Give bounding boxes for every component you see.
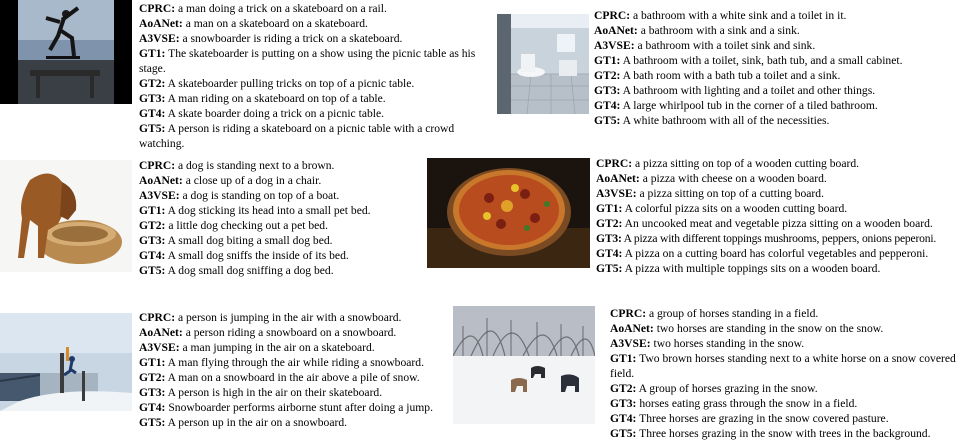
caption-cprc: CPRC: a bathroom with a white sink and a toilet in it. [594, 9, 847, 22]
caption-block-horses [610, 306, 978, 441]
caption-block-dog [139, 158, 429, 278]
caption-gt2: GT2: A man on a snowboard in the air above a pile of snow. [139, 371, 420, 384]
caption-block-bathroom [594, 8, 974, 128]
caption-gt2: GT2: A skateboarder pulling tricks on top of a picnic table. [139, 77, 415, 90]
caption-gt3: GT3: A person is high in the air on their skateboard. [139, 386, 383, 399]
caption-gt3: GT3: A pizza with different toppings mushrooms, peppers, onions peperoni. [596, 232, 937, 245]
caption-gt5: GT5: Three horses grazing in the snow with trees in the background. [610, 427, 931, 440]
caption-gt4: GT4: Three horses are grazing in the snow covered pasture. [610, 412, 889, 425]
caption-gt2: GT2: A bath room with a bath tub a toilet and a sink. [594, 69, 841, 82]
caption-a3vse: A3VSE: two horses standing in the snow. [610, 337, 805, 350]
caption-block-pizza [596, 156, 976, 276]
caption-cprc: CPRC: a person is jumping in the air with a snowboard. [139, 311, 402, 324]
example-image-horses [453, 306, 595, 424]
caption-gt1: GT1: Two brown horses standing next to a white horse on a snow covered field. [610, 352, 956, 380]
caption-gt1: GT1: A dog sticking its head into a small pet bed. [139, 204, 371, 217]
caption-gt5: GT5: A person up in the air on a snowboard. [139, 416, 348, 429]
example-image-bathroom [497, 14, 589, 114]
caption-gt3: GT3: A small dog biting a small dog bed. [139, 234, 333, 247]
example-image-pizza [427, 158, 590, 268]
caption-gt1: GT1: A colorful pizza sits on a wooden cutting board. [596, 202, 848, 215]
caption-cprc: CPRC: a group of horses standing in a field. [610, 307, 819, 320]
caption-gt1: GT1: A bathroom with a toilet, sink, bath tub, and a small cabinet. [594, 54, 903, 67]
example-image-skateboarder [0, 0, 132, 104]
caption-gt4: GT4: A large whirlpool tub in the corner of a tiled bathroom. [594, 99, 878, 112]
caption-block-snowboarder [139, 310, 469, 430]
caption-gt3: GT3: horses eating grass through the snow in a field. [610, 397, 858, 410]
caption-cprc: CPRC: a man doing a trick on a skateboard on a rail. [139, 2, 387, 15]
caption-gt3: GT3: A bathroom with lighting and a toilet and other things. [594, 84, 876, 97]
caption-aoanet: AoANet: a bathroom with a sink and a sink. [594, 24, 800, 37]
caption-gt4: GT4: A skate boarder doing a trick on a picnic table. [139, 107, 385, 120]
caption-gt5: GT5: A pizza with multiple toppings sits on a wooden board. [596, 262, 881, 275]
caption-a3vse: A3VSE: a dog is standing on top of a boat. [139, 189, 340, 202]
caption-aoanet: AoANet: two horses are standing in the snow on the snow. [610, 322, 884, 335]
example-image-snowboarder [0, 313, 132, 411]
caption-a3vse: A3VSE: a man jumping in the air on a skateboard. [139, 341, 375, 354]
caption-cprc: CPRC: a pizza sitting on top of a wooden cutting board. [596, 157, 860, 170]
caption-block-skateboarder [139, 1, 501, 151]
caption-a3vse: A3VSE: a bathroom with a toilet sink and sink. [594, 39, 816, 52]
caption-a3vse: A3VSE: a pizza sitting on top of a cutting board. [596, 187, 824, 200]
caption-gt2: GT2: A group of horses grazing in the snow. [610, 382, 818, 395]
caption-gt1: GT1: A man flying through the air while riding a snowboard. [139, 356, 424, 369]
caption-a3vse: A3VSE: a snowboarder is riding a trick on a skateboard. [139, 32, 403, 45]
caption-aoanet: AoANet: a man on a skateboard on a skateboard. [139, 17, 368, 30]
caption-cprc: CPRC: a dog is standing next to a brown. [139, 159, 335, 172]
caption-aoanet: AoANet: a pizza with cheese on a wooden board. [596, 172, 827, 185]
caption-gt5: GT5: A white bathroom with all of the necessities. [594, 114, 830, 127]
caption-aoanet: AoANet: a close up of a dog in a chair. [139, 174, 322, 187]
example-image-dog [0, 160, 132, 272]
caption-gt4: GT4: A pizza on a cutting board has colorful vegetables and pepperoni. [596, 247, 929, 260]
caption-aoanet: AoANet: a person riding a snowboard on a snowboard. [139, 326, 397, 339]
caption-gt5: GT5: A person is riding a skateboard on a picnic table with a crowd watching. [139, 122, 455, 150]
caption-gt1: GT1: The skateboarder is putting on a show using the picnic table as his stage. [139, 47, 476, 75]
caption-gt2: GT2: An uncooked meat and vegetable pizza sitting on a wooden board. [596, 217, 933, 230]
caption-gt3: GT3: A man riding on a skateboard on top of a table. [139, 92, 386, 105]
caption-gt5: GT5: A dog small dog sniffing a dog bed. [139, 264, 334, 277]
caption-gt2: GT2: a little dog checking out a pet bed. [139, 219, 329, 232]
caption-gt4: GT4: A small dog sniffs the inside of its bed. [139, 249, 349, 262]
caption-gt4: GT4: Snowboarder performs airborne stunt after doing a jump. [139, 401, 433, 414]
